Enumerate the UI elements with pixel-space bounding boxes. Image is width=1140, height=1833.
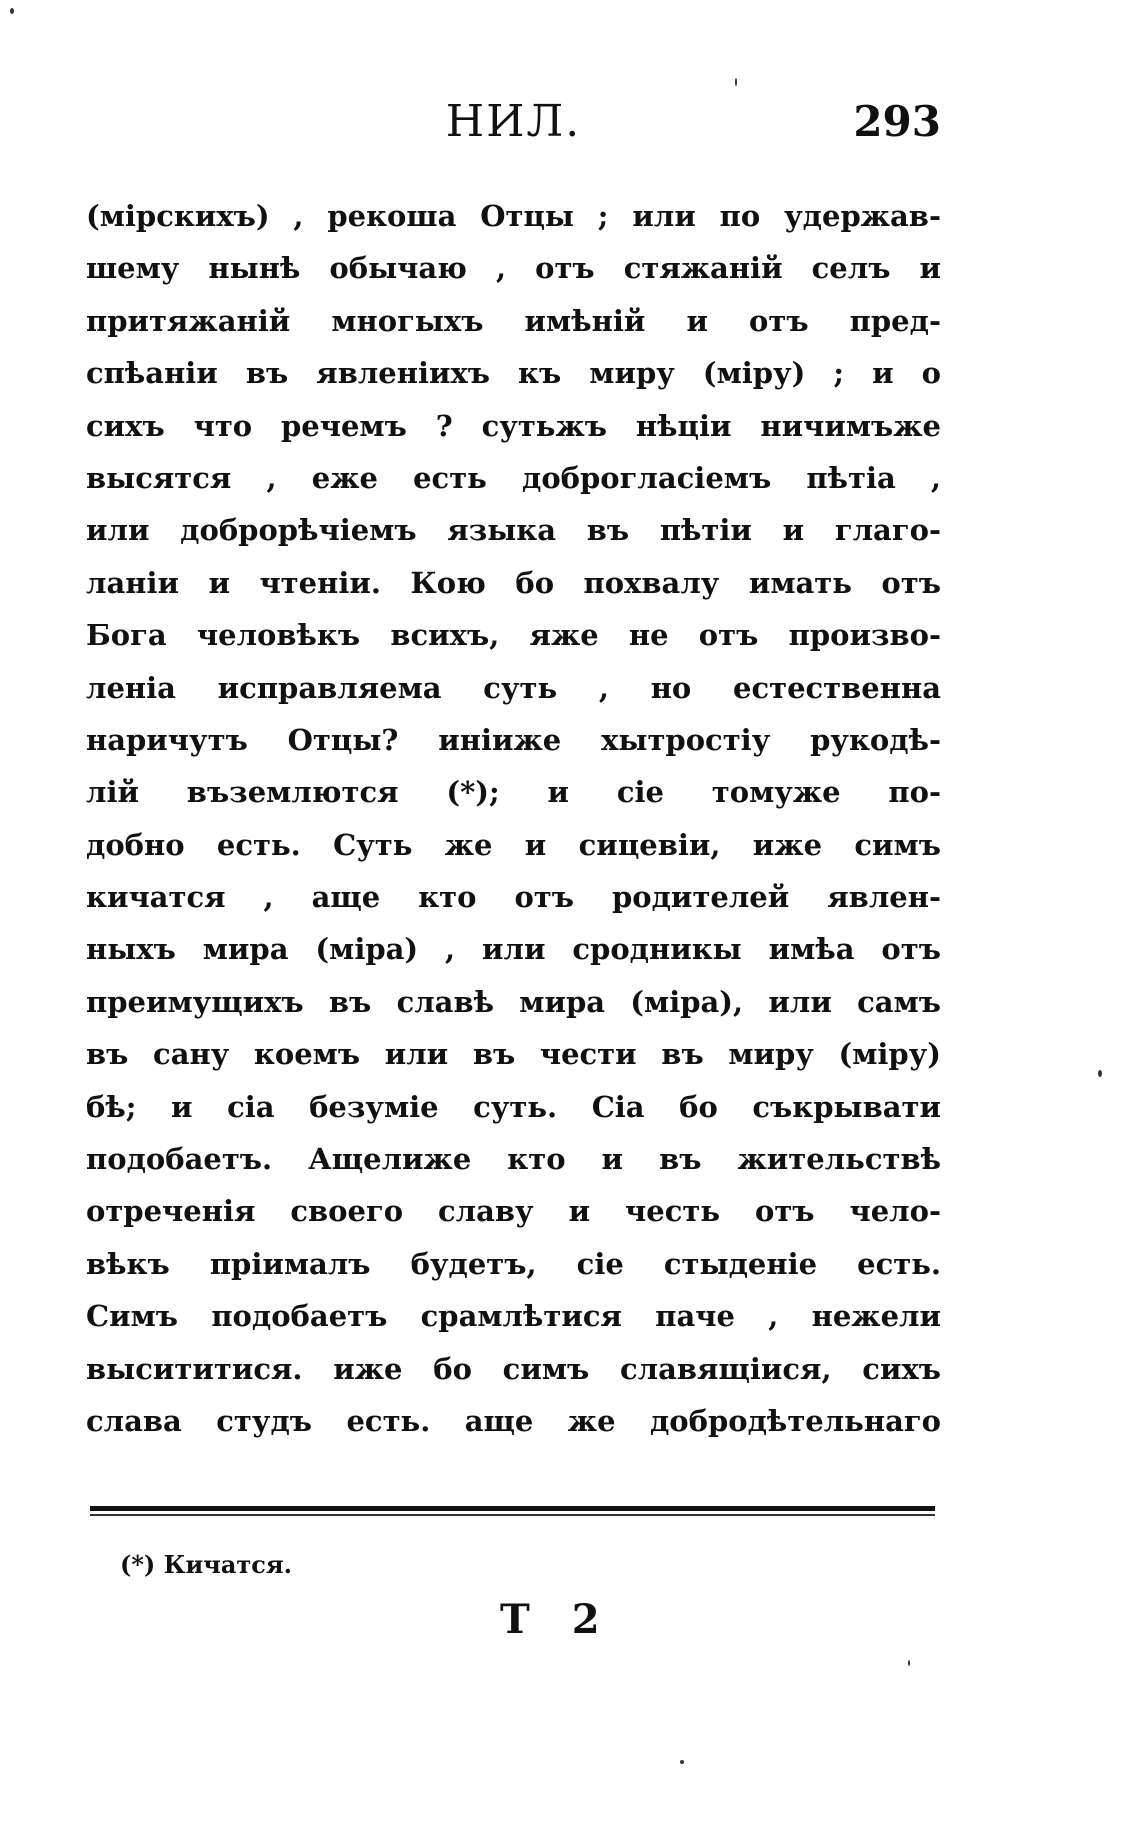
text-line: шему нынѣ обычаю , отъ стяжаній селъ и [86,251,941,286]
print-speck [908,1660,910,1666]
page-number: 293 [853,97,941,146]
print-speck [1098,1070,1102,1077]
text-line: ныхъ мира (міра) , или сродникы имѣа отъ [86,932,941,967]
text-line: кичатся , аще кто отъ родителей явлен- [86,880,941,915]
text-line: высититися. иже бо симъ славящіися, сихъ [86,1351,941,1386]
text-line: вѣкъ пріималъ будетъ, сіе стыденіе есть. [86,1246,941,1281]
print-speck [10,8,14,14]
text-line: спѣаніи въ явленіихъ къ миру (міру) ; и о [86,356,941,391]
footnote: (*) Кичатся. [120,1550,292,1579]
text-line: ланіи и чтеніи. Кою бо похвалу имать отъ [86,565,941,600]
text-line: Симъ подобаетъ срамлѣтися паче , нежели [86,1299,941,1334]
text-line: слава студъ есть. аще же добродѣтельнаго [86,1403,941,1438]
print-speck [735,78,737,86]
text-line: лій въземлются (*); и сіе томуже по- [86,775,941,810]
text-line: притяжаній многыхъ имѣній и отъ пред- [86,303,941,338]
footnote-rule [90,1506,935,1511]
text-line: добно есть. Суть же и сицевіи, иже симъ [86,827,941,862]
print-speck [680,1760,684,1764]
text-line: отреченія своего славу и честь отъ чело- [86,1194,941,1229]
text-line: въ сану коемъ или въ чести въ миру (міру) [86,1037,941,1072]
running-header [86,92,941,152]
text-line: преимущихъ въ славѣ мира (міра), или самъ [86,984,941,1019]
text-line: сихъ что речемъ ? сутьжъ нѣціи ничимъже [86,408,941,443]
text-line: Бога человѣкъ всихъ, яже не отъ произво- [86,618,941,653]
text-line: наричутъ Отцы? иніиже хытростіу рукодѣ- [86,722,941,757]
text-line: подобаетъ. Ащелиже кто и въ жительствѣ [86,1142,941,1177]
text-line: леніа исправляема суть , но естественна [86,670,941,705]
text-line: бѣ; и сіа безуміе суть. Сіа бо съкрывати [86,1089,941,1124]
text-line: или доброрѣчіемъ языка въ пѣтіи и глаго- [86,513,941,548]
running-title: НИЛ. [445,96,582,147]
text-line: (мірскихъ) , рекоша Отцы ; или по удержав- [86,199,941,233]
text-line: высятся , еже есть доброгласіемъ пѣтіа , [86,460,941,495]
main-text [86,190,941,1447]
printer-signature-mark: Т 2 [500,1596,614,1643]
footnote-rule-thin [90,1514,935,1516]
